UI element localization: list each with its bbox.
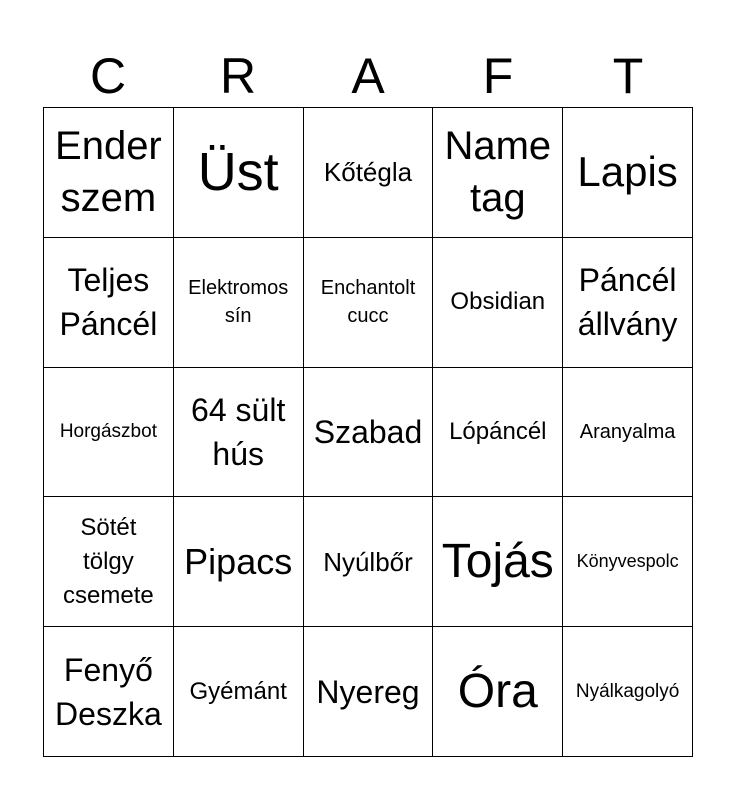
cell-text: Üst <box>197 142 279 203</box>
cell-text: Óra <box>457 664 538 718</box>
cell-text: Ender szem <box>55 124 162 221</box>
cell-text: Elektromos sín <box>188 277 289 328</box>
cell-text: Name tag <box>444 124 552 221</box>
cell-text: Nyereg <box>316 673 420 710</box>
cell-text: Sötét tölgy csemete <box>63 513 154 609</box>
bingo-cell[interactable] <box>433 108 563 238</box>
bingo-cell[interactable] <box>174 238 304 368</box>
header-letter-t: T <box>612 48 644 104</box>
bingo-cell[interactable] <box>174 497 304 627</box>
cell-text: Fenyő Deszka <box>55 651 162 732</box>
bingo-cell[interactable] <box>563 238 693 368</box>
bingo-cell[interactable] <box>44 108 174 238</box>
header-letter-a: A <box>351 48 385 104</box>
cell-text: Gyémánt <box>189 677 287 705</box>
cell-text: Szabad <box>313 413 423 450</box>
bingo-cell[interactable] <box>44 238 174 368</box>
cell-text: Nyálkagolyó <box>575 680 680 702</box>
bingo-header <box>43 44 693 108</box>
cell-text: Páncél állvány <box>577 262 678 343</box>
bingo-cell[interactable] <box>304 108 434 238</box>
bingo-cell[interactable] <box>433 368 563 498</box>
bingo-cell[interactable] <box>563 627 693 757</box>
bingo-cell[interactable] <box>433 238 563 368</box>
bingo-cell[interactable] <box>433 497 563 627</box>
cell-text: Horgászbot <box>59 420 157 442</box>
bingo-cell[interactable] <box>44 627 174 757</box>
cell-text: Lapis <box>577 148 678 196</box>
bingo-cell[interactable] <box>563 497 693 627</box>
cell-text: Obsidian <box>450 288 546 316</box>
cell-text: Teljes Páncél <box>59 262 158 343</box>
bingo-cell[interactable] <box>563 108 693 238</box>
bingo-cell[interactable] <box>44 497 174 627</box>
cell-text: Nyúlbőr <box>323 546 413 577</box>
bingo-cell[interactable] <box>44 368 174 498</box>
header-letter-f: F <box>482 48 514 104</box>
bingo-cell[interactable] <box>304 497 434 627</box>
cell-text: Pipacs <box>184 540 293 582</box>
header-letter-c: C <box>89 48 127 104</box>
cell-text: 64 sült hús <box>191 391 286 472</box>
cell-text: Lópáncél <box>449 417 547 445</box>
cell-text: Könyvespolc <box>576 551 679 572</box>
cell-text: Aranyalma <box>579 420 676 443</box>
bingo-grid <box>43 107 693 757</box>
bingo-cell[interactable] <box>433 627 563 757</box>
bingo-cell[interactable] <box>304 238 434 368</box>
bingo-cell[interactable] <box>174 108 304 238</box>
cell-text: Enchantolt cucc <box>320 277 416 328</box>
bingo-cell[interactable] <box>304 627 434 757</box>
bingo-cell[interactable] <box>304 368 434 498</box>
bingo-cell[interactable] <box>174 627 304 757</box>
header-letter-r: R <box>219 48 257 104</box>
cell-text: Tojás <box>441 534 554 588</box>
bingo-cell[interactable] <box>563 368 693 498</box>
bingo-cell[interactable] <box>174 368 304 498</box>
cell-text: Kőtégla <box>323 157 413 188</box>
